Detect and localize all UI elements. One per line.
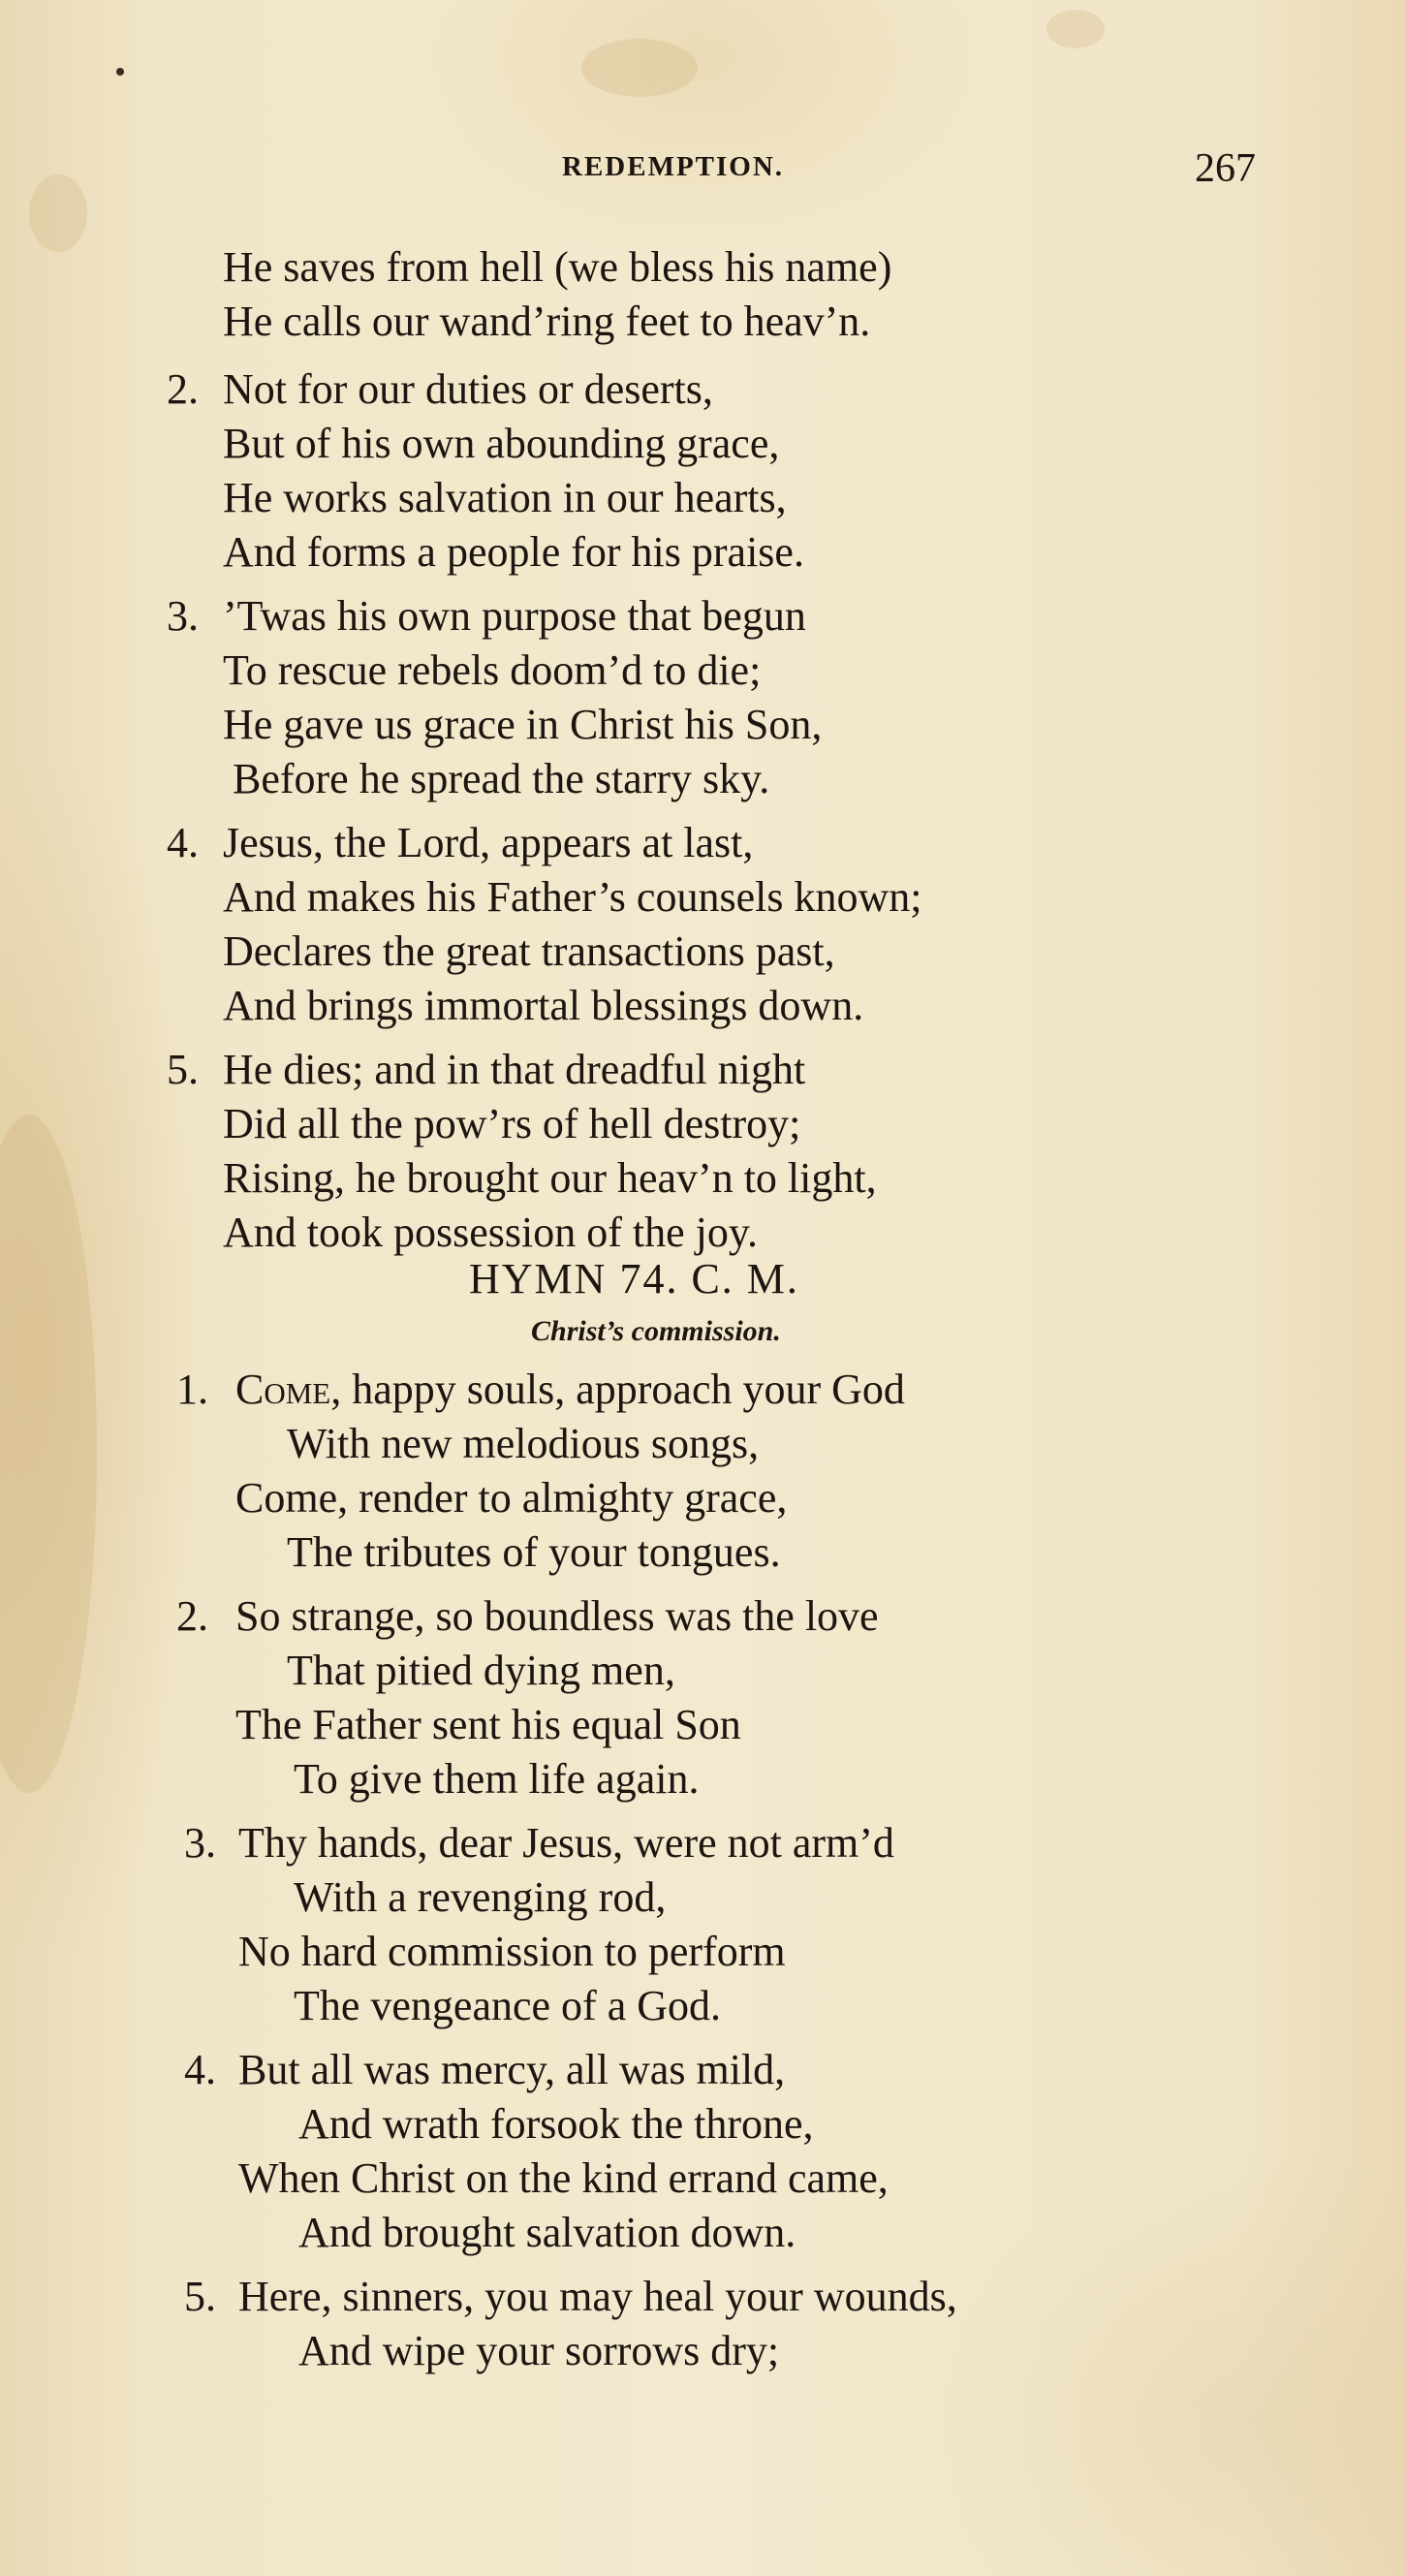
running-title: REDEMPTION.	[562, 151, 785, 182]
verse-line-rest: , happy souls, approach your God	[330, 1366, 905, 1413]
verse-number: 4.	[184, 2046, 216, 2093]
verse-line: And makes his Father’s counsels known;	[223, 873, 922, 921]
verse-line: Not for our duties or deserts,	[223, 365, 713, 413]
paper-stain	[1046, 10, 1105, 48]
verse-line: He dies; and in that dreadful night	[223, 1046, 806, 1093]
verse-line: But of his own abounding grace,	[223, 420, 780, 467]
verse-line: He gave us grace in Christ his Son,	[223, 701, 823, 748]
verse-line: Rising, he brought our heav’n to light,	[223, 1154, 877, 1202]
verse-line: That pitied dying men,	[287, 1647, 675, 1694]
verse-line: The Father sent his equal Son	[235, 1701, 741, 1748]
verse-line: The vengeance of a God.	[294, 1982, 722, 2029]
verse-line: And forms a people for his praise.	[223, 528, 804, 576]
verse-line: Declares the great transactions past,	[223, 927, 835, 975]
paper-stain	[0, 1115, 97, 1793]
verse-number: 5.	[184, 2273, 216, 2320]
verse-line: The tributes of your tongues.	[287, 1528, 781, 1576]
verse-line: No hard commission to perform	[238, 1928, 786, 1975]
verse-number: 2.	[176, 1592, 208, 1640]
verse-line: And brought salvation down.	[298, 2209, 796, 2256]
verse-line: When Christ on the kind errand came,	[238, 2154, 889, 2202]
verse-line: Jesus, the Lord, appears at last,	[223, 819, 754, 866]
verse-line: With a revenging rod,	[294, 1873, 667, 1921]
verse-line: Before he spread the starry sky.	[233, 755, 770, 802]
verse-line: And brings immortal blessings down.	[223, 982, 864, 1029]
verse-number: 1.	[176, 1366, 208, 1413]
verse-line: But all was mercy, all was mild,	[238, 2046, 786, 2093]
verse-line: He saves from hell (we bless his name)	[223, 243, 892, 291]
verse-line: So strange, so boundless was the love	[235, 1592, 879, 1640]
page-number: 267	[1195, 146, 1256, 191]
verse-line: And wipe your sorrows dry;	[298, 2327, 780, 2374]
verse-line: He works salvation in our hearts,	[223, 474, 787, 521]
verse-line: He calls our wand’ring feet to heav’n.	[223, 298, 871, 345]
verse-line: To give them life again.	[294, 1755, 700, 1803]
verse-line: Did all the pow’rs of hell destroy;	[223, 1100, 801, 1147]
verse-line: ’Twas his own purpose that begun	[223, 592, 806, 640]
page-header	[0, 145, 1405, 204]
verse-line: With new melodious songs,	[287, 1420, 760, 1467]
verse-line: To rescue rebels doom’d to die;	[223, 646, 762, 694]
verse-number: 4.	[167, 819, 199, 866]
hymn-title: HYMN 74. C. M.	[469, 1255, 799, 1303]
verse-number: 3.	[184, 1819, 216, 1867]
verse-number: 5.	[167, 1046, 199, 1093]
verse-number: 2.	[167, 365, 199, 413]
verse-line: And took possession of the joy.	[223, 1209, 759, 1256]
verse-line: And wrath forsook the throne,	[298, 2100, 814, 2148]
verse-line: Thy hands, dear Jesus, were not arm’d	[238, 1819, 894, 1867]
small-caps-word: Come	[235, 1366, 331, 1413]
verse-line	[235, 1363, 905, 1417]
verse-number: 3.	[167, 592, 199, 640]
verse-line: Here, sinners, you may heal your wounds,	[238, 2273, 957, 2320]
paper-stain	[581, 39, 698, 97]
verse-line: Come, render to almighty grace,	[235, 1474, 788, 1522]
ink-spot	[116, 68, 124, 76]
hymn-subtitle: Christ’s commission.	[531, 1315, 781, 1347]
